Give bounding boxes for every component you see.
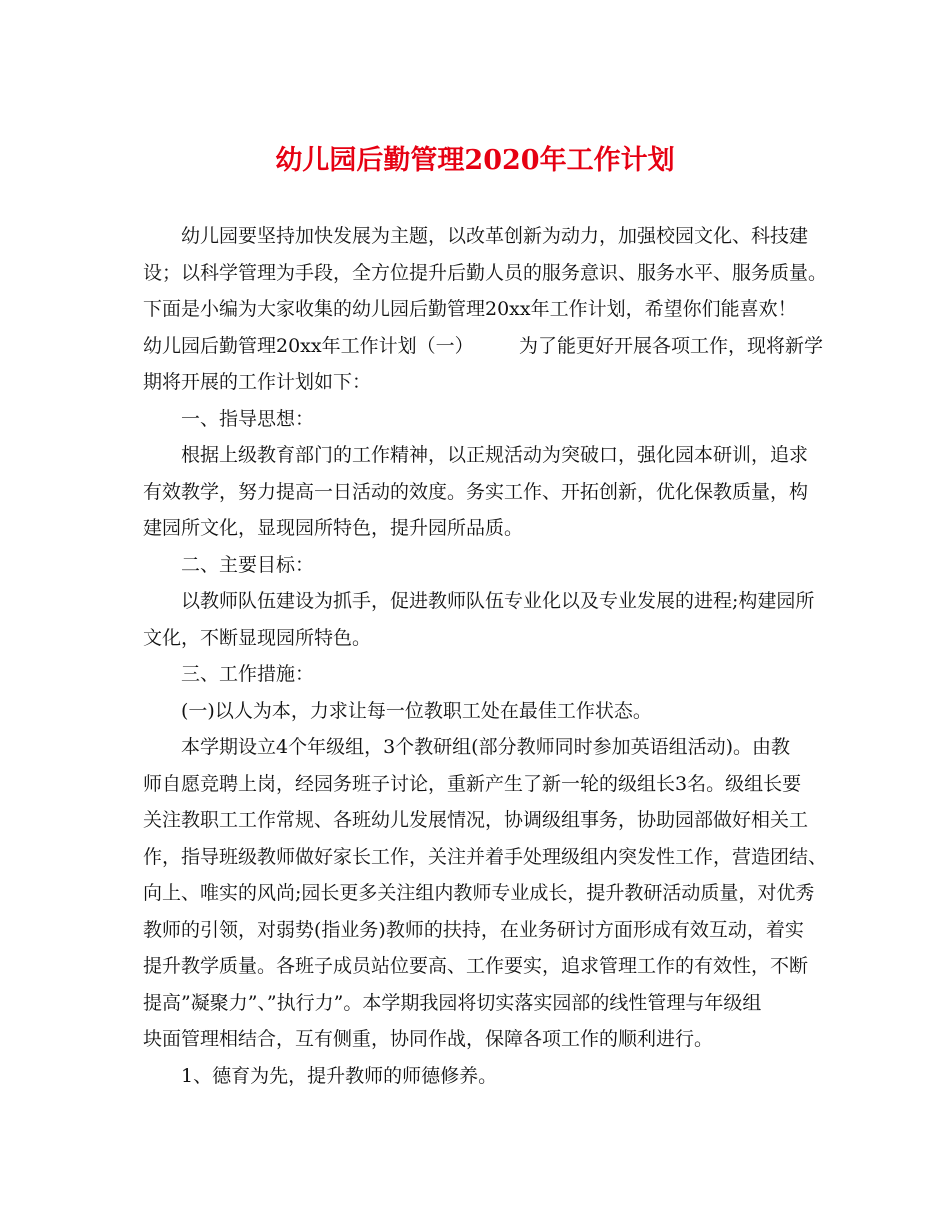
body-line: 提高”凝聚力”、”执行力”。本学期我园将切实落实园部的线性管理与年级组 (143, 991, 762, 1014)
body-line: 师自愿竞聘上岗，经园务班子讨论，重新产生了新一轮的级组长3名。级组长要 (143, 772, 802, 795)
body-line: 有效教学，努力提高一日活动的效度。务实工作、开拓创新，优化保教质量，构 (143, 480, 809, 503)
body-line: 根据上级教育部门的工作精神，以正规活动为突破口，强化园本研训，追求 (181, 444, 809, 466)
section-heading: 二、主要目标： (181, 553, 315, 576)
body-line: 教师的引领，对弱势(指业务)教师的扶持，在业务研讨方面形成有效互动，着实 (143, 918, 804, 941)
body-line: 作，指导班级教师做好家长工作，关注并着手处理级组内突发性工作，营造团结、 (143, 845, 828, 868)
body-line: 块面管理相结合，互有侧重，协同作战，保障各项工作的顺利进行。 (143, 1028, 714, 1050)
body-line: 幼儿园要坚持加快发展为主题，以改革创新为动力，加强校园文化、科技建 (181, 225, 809, 247)
body-line: 提升教学质量。各班子成员站位要高、工作要实，追求管理工作的有效性，不断 (143, 955, 809, 977)
body-line-continuation: 为了能更好开展各项工作，现将新学 (518, 334, 823, 357)
body-line: 本学期设立4个年级组，3个教研组(部分教师同时参加英语组活动)。由教 (181, 736, 791, 758)
body-line: 向上、唯实的风尚;园长更多关注组内教师专业成长，提升教研活动质量，对优秀 (143, 882, 815, 904)
body-line: 以教师队伍建设为抓手，促进教师队伍专业化以及专业发展的进程;构建园所 (181, 590, 815, 612)
body-line: 关注教职工工作常规、各班幼儿发展情况，协调级组事务，协助园部做好相关工 (143, 809, 809, 831)
document-body (143, 218, 828, 1094)
document-title: 幼儿园后勤管理2020年工作计划 (275, 145, 675, 176)
body-line: 建园所文化，显现园所特色，提升园所品质。 (143, 517, 524, 539)
body-line: 下面是小编为大家收集的幼儿园后勤管理20xx年工作计划，希望你们能喜欢！ (143, 298, 797, 320)
body-line: 期将开展的工作计划如下： (143, 371, 372, 393)
section-heading: 三、工作措施： (181, 663, 315, 685)
section-heading: 一、指导思想： (181, 407, 315, 430)
body-line: 文化，不断显现园所特色。 (143, 626, 372, 649)
list-item-heading: 1、德育为先，提升教师的师德修养。 (181, 1064, 498, 1087)
section-heading-one: 幼儿园后勤管理20xx年工作计划（一） (143, 334, 474, 357)
body-line-split (143, 328, 823, 365)
body-line: 设；以科学管理为手段，全方位提升后勤人员的服务意识、服务水平、服务质量。 (143, 261, 828, 284)
subsection-heading: (一)以人为本，力求让每一位教职工处在最佳工作状态。 (181, 699, 652, 722)
